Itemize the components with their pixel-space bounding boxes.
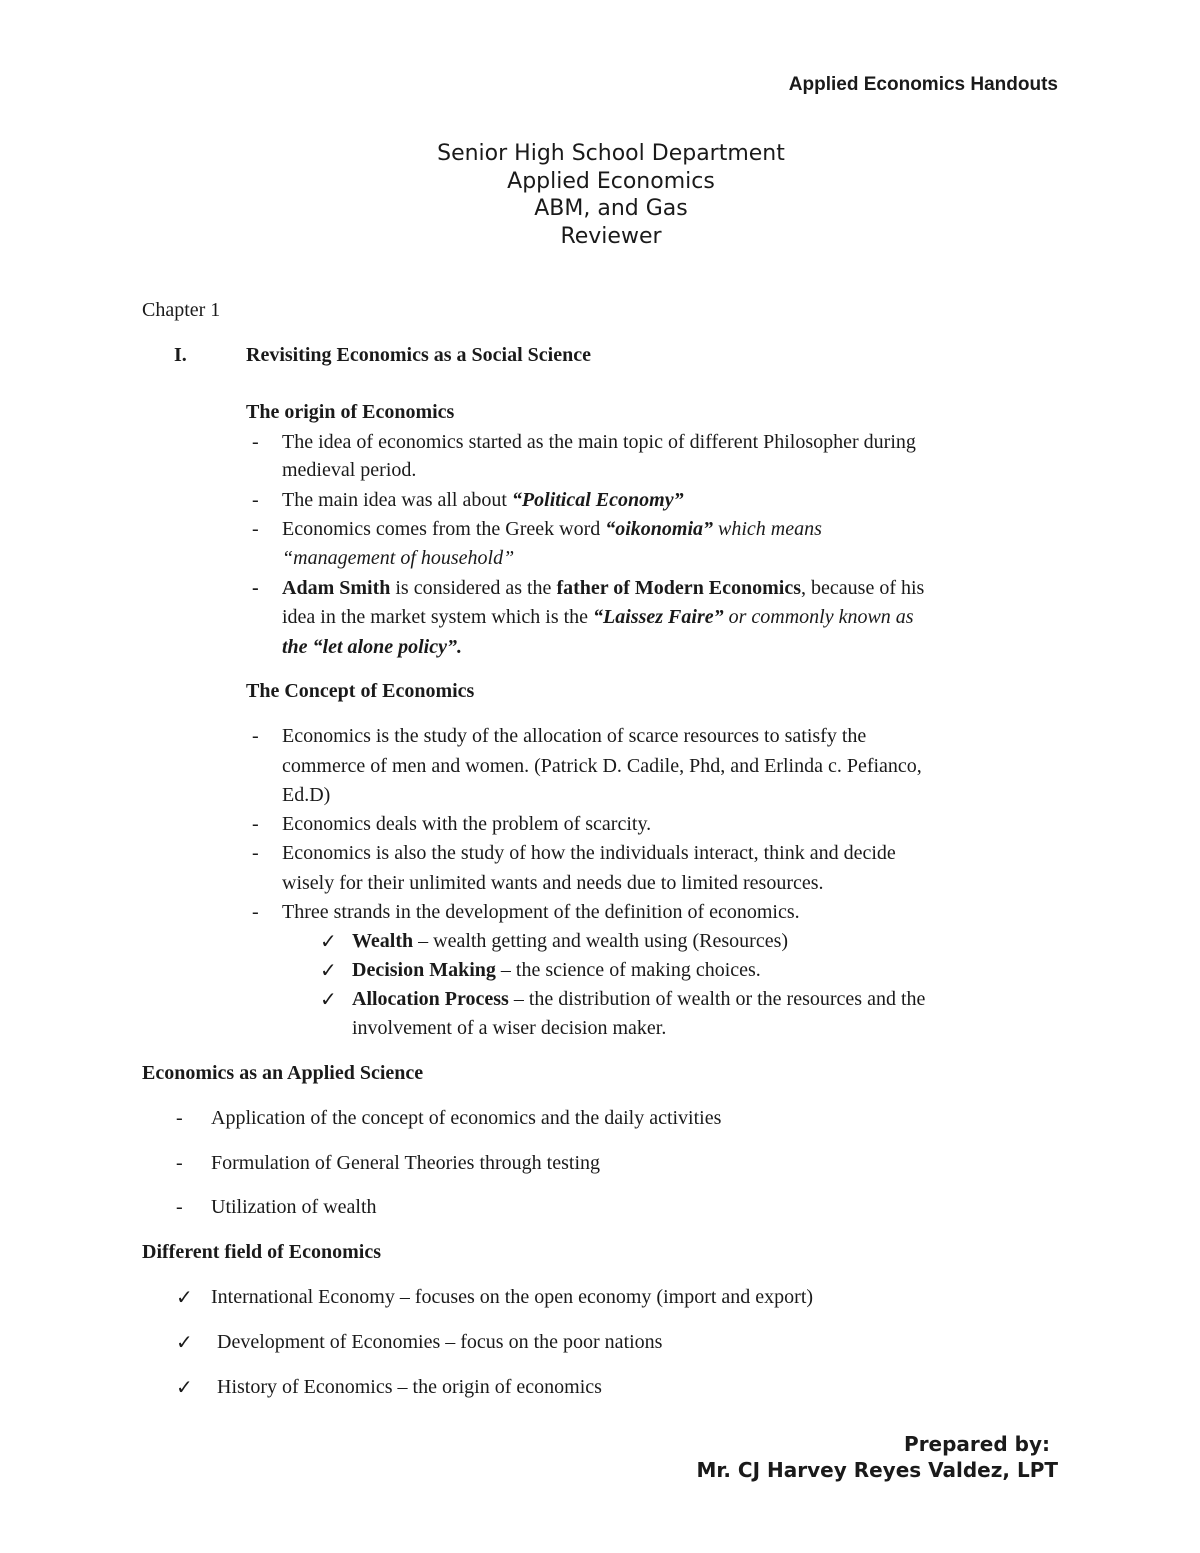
origin-heading: The origin of Economics [246,401,455,423]
strand-allocation [352,988,925,1011]
origin-bullet-1-line-2: medieval period. [282,459,417,481]
origin-bullet-4-line-2 [282,606,914,629]
origin-bullet-4-line-1 [282,577,924,600]
strand-decision-label: Decision Making [352,959,496,981]
title-line-department: Senior High School Department [437,141,785,166]
bullet-dash: - [252,518,259,540]
applied-bullet-3: Utilization of wealth [211,1196,377,1218]
oikonomia-emphasis: “oikonomia” [605,518,714,540]
field-international: International Economy – focuses on the open economy (import and export) [211,1286,814,1308]
section-numeral: I. [174,344,187,366]
checkmark-icon: ✓ [176,1377,193,1399]
let-alone-policy: the “let alone policy”. [282,636,462,658]
laissez-faire-emphasis: “Laissez Faire” [593,606,724,628]
fields-heading: Different field of Economics [142,1241,382,1263]
commonly-known-text: or commonly known as [723,606,914,628]
applied-bullet-1: Application of the concept of economics and the daily activities [211,1107,722,1129]
preparer-name: Mr. CJ Harvey Reyes Valdez, LPT [696,1458,1058,1482]
applied-heading: Economics as an Applied Science [142,1062,424,1084]
concept-bullet-3-line-2: wisely for their unlimited wants and needs due to limited resources. [282,872,824,894]
bullet-dash: - [252,901,259,923]
origin-bullet-3-line-1 [282,518,822,541]
section-title: Revisiting Economics as a Social Science [246,344,591,366]
strand-decision-desc: – the science of making choices. [495,959,761,981]
strand-wealth-label: Wealth [352,930,414,952]
field-history: History of Economics – the origin of economics [217,1376,602,1398]
page-header-title: Applied Economics Handouts [788,74,1058,95]
bullet-dash: - [252,813,259,835]
bullet-dash: - [252,431,259,453]
origin-bullet-1-line-1: The idea of economics started as the main topic of different Philosopher during [282,431,916,453]
market-system-text: idea in the market system which is the [282,606,594,628]
title-line-reviewer: Reviewer [560,223,662,249]
checkmark-icon: ✓ [320,960,337,982]
field-development: Development of Economies – focus on the poor nations [217,1331,663,1353]
bullet-dash: - [252,489,259,511]
origin-bullet-4-line-3 [282,636,462,659]
checkmark-icon: ✓ [320,989,337,1011]
document-title-block [0,140,1200,250]
concept-bullet-1-line-1: Economics is the study of the allocation of scarce resources to satisfy the [282,725,867,747]
origin-bullet-4-text: is considered as the [390,577,557,599]
concept-bullet-1-line-2: commerce of men and women. (Patrick D. Cadile, Phd, and Erlinda c. Pefianco, [282,755,922,777]
title-line-strands: ABM, and Gas [534,196,688,221]
which-means-text: which means [713,518,822,540]
strand-decision-making [352,959,761,982]
prepared-by-label: Prepared by: [904,1432,1050,1456]
strand-wealth-desc: – wealth getting and wealth using (Resources) [413,930,789,952]
concept-bullet-3-line-1: Economics is also the study of how the individuals interact, think and decide [282,842,896,864]
bullet-dash: - [252,725,259,747]
strand-allocation-label: Allocation Process [352,988,509,1010]
bullet-dash: - [176,1152,183,1174]
bullet-dash: - [176,1196,183,1218]
origin-bullet-3-line-2 [282,547,514,570]
concept-heading: The Concept of Economics [246,680,475,702]
political-economy-emphasis: “Political Economy” [511,489,684,511]
origin-bullet-2-text: The main idea was all about [282,489,512,511]
checkmark-icon: ✓ [320,931,337,953]
concept-bullet-1-line-3: Ed.D) [282,784,331,806]
concept-bullet-4: Three strands in the development of the definition of economics. [282,901,800,923]
applied-bullet-2: Formulation of General Theories through testing [211,1152,600,1174]
origin-bullet-2 [282,489,684,512]
origin-bullet-3-text: Economics comes from the Greek word [282,518,606,540]
title-line-subject: Applied Economics [507,168,715,194]
concept-bullet-2: Economics deals with the problem of scarcity. [282,813,652,835]
strand-allocation-desc: – the distribution of wealth or the resources and the [508,988,926,1010]
father-modern-economics: father of Modern Economics [556,577,802,599]
checkmark-icon: ✓ [176,1332,193,1354]
strand-allocation-line-2: involvement of a wiser decision maker. [352,1017,667,1039]
household-definition: “management of household” [282,547,515,569]
chapter-label: Chapter 1 [142,299,221,321]
bullet-dash: - [252,577,259,599]
bullet-dash: - [252,842,259,864]
origin-bullet-4-tail: , because of his [801,577,925,599]
adam-smith-name: Adam Smith [282,577,391,599]
checkmark-icon: ✓ [176,1287,193,1309]
strand-wealth [352,930,788,953]
bullet-dash: - [176,1107,183,1129]
